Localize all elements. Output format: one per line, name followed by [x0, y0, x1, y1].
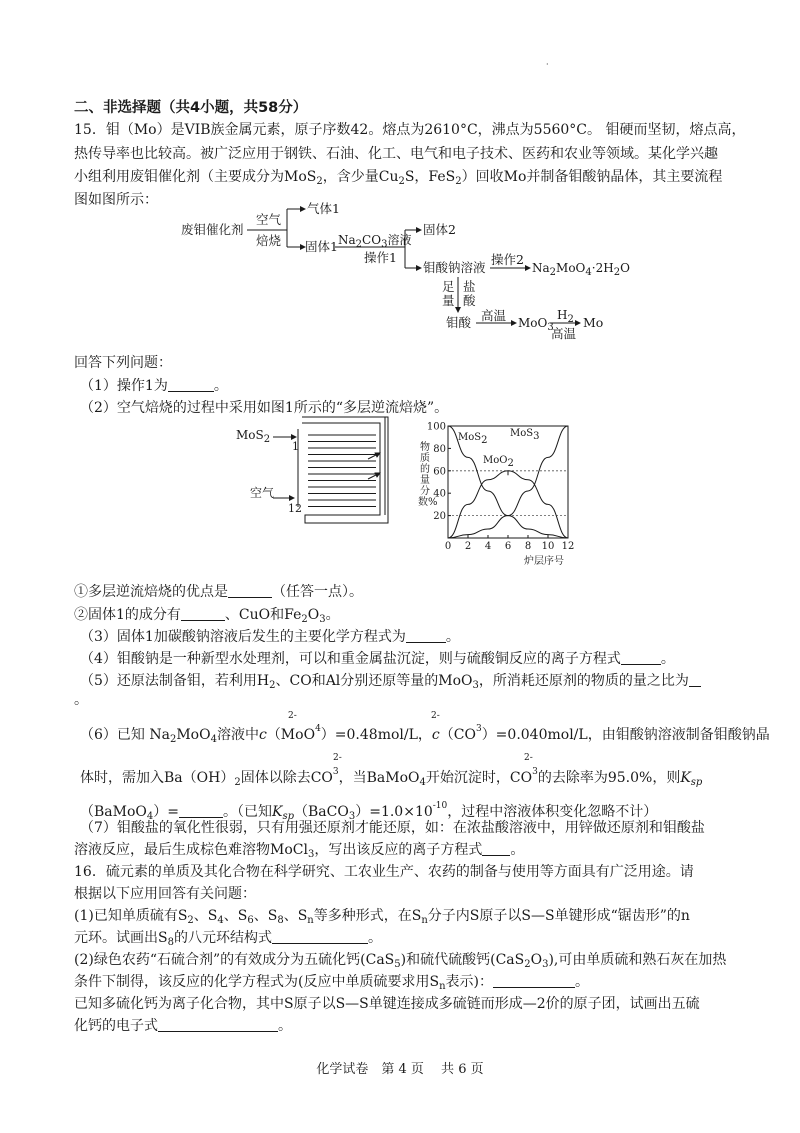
- chart-label-mos3: MoS3: [510, 428, 540, 442]
- q15-circle-1: ①多层逆流焙烧的优点是 （任答一点）。: [74, 584, 363, 600]
- answer-blank[interactable]: [621, 650, 661, 665]
- chart-ylabel: 物质的量分数%: [418, 442, 438, 508]
- answer-blank[interactable]: [406, 628, 446, 643]
- q16-line-1: 16．硫元素的单质及其化合物在科学研究、工农业生产、农药的制备与使用等方面具有广泛用途。请: [74, 864, 694, 880]
- flow-molybdic-acid: 钼酸: [446, 315, 472, 330]
- flow-air-label: 空气: [256, 212, 282, 227]
- q16-line-5: (2)绿色农药“石硫合剂”的有效成分为五硫化钙(CaS$_5$)和硫代硫酸钙$(CaS_2O_3)$,可由单质硫和熟石灰在加热: [74, 952, 727, 970]
- page-footer: 化学试卷 第 4 页 共 6 页: [316, 1062, 484, 1077]
- q15-part-1: （1）操作1为 。: [80, 378, 228, 394]
- answer-blank[interactable]: [179, 803, 223, 818]
- chart-xtick-label: 6: [504, 541, 512, 552]
- chart-xtick-label: 0: [444, 541, 452, 552]
- charge-mark: 2-: [524, 753, 533, 763]
- chart-label-moo2: MoO2: [483, 455, 514, 469]
- answer-blank[interactable]: [482, 841, 510, 856]
- flow-hcl-2: 酸: [463, 293, 476, 308]
- flow-sufficient-2: 量: [442, 293, 455, 308]
- chart-xtick-label: 10: [541, 541, 555, 552]
- flow-na2co3-label: $Na_2CO_3$溶液: [338, 233, 412, 250]
- q15-part-7-line-2: 溶液反应，最后生成棕色难溶物MoCl$_3$，写出该反应的离子方程式 。: [74, 842, 525, 860]
- flow-gas1: 气体1: [307, 201, 340, 216]
- chart-ytick-label: 40: [433, 488, 446, 500]
- q15-intro-1: 15．钼（Mo）是VIB族金属元素，原子序数42。熔点为2610°C，沸点为5560°C。 钼硬而坚韧，熔点高，: [74, 122, 746, 138]
- flow-high-temp-1: 高温: [481, 308, 507, 323]
- chart-xtick-label: 2: [464, 541, 472, 552]
- furnace-mos2-label: MoS$_2$: [236, 428, 271, 445]
- flow-h2-label: $H_2$: [557, 308, 574, 325]
- q15-intro-3: 小组利用废钼催化剂（主要成分为MoS$_2$，含少量$Cu_2S$，FeS$_2$）回收Mo并制备钼酸钠晶体，其主要流程: [74, 169, 723, 187]
- flow-hcl-1: 盐: [463, 279, 476, 294]
- charge-mark: 2-: [333, 753, 342, 763]
- q15-part-7-line-1: （7）钼酸盐的氧化性很弱，只有用强还原剂才能还原，如：在浓盐酸溶液中，用锌做还原剂和钼酸盐: [80, 820, 705, 836]
- q15-part-6-line-1: （6）已知 $Na_2MoO_4$溶液中c（MoO$^4$）=0.48mol/L，$c(CO^3)=0.040mol/L$，由钼酸钠溶液制备钼酸钠晶: [80, 724, 770, 745]
- q16-line-4: 元环。试画出$S_8$的八元环结构式 。: [74, 930, 382, 948]
- flow-product: $Na_2MoO_4\cdot 2H_2O$: [532, 261, 630, 278]
- answer-blank[interactable]: [272, 929, 368, 944]
- chart-xtick-label: 8: [524, 541, 532, 552]
- q16-line-3: (1)已知单质硫有$S_2$、$S_4$、$S_6$、$S_8$、$S_n$等多种形式，在$S_n$分子内S原子以S—S单键形成“锯齿形”的n: [74, 908, 690, 926]
- answer-blank[interactable]: [689, 672, 701, 687]
- answer-blank[interactable]: [181, 606, 225, 621]
- q15-part-2: （2）空气焙烧的过程中采用如图1所示的“多层逆流焙烧”。: [80, 400, 449, 416]
- stray-dot: ·: [546, 60, 549, 69]
- furnace-air-label: 空气: [250, 486, 275, 500]
- q15-part-6-line-2: 体时，需加入$Ba(OH)_2$固体以除去$CO^3$，当BaMoO$_4$开始沉淀时，$CO^3$的去除率为95.0%，则$K_{sp}$: [80, 767, 703, 788]
- q15-intro-4: 图如图所示：: [74, 192, 158, 208]
- chart-ytick-label: 60: [433, 466, 446, 478]
- charge-mark: 2-: [288, 711, 297, 721]
- q15-part-5-end: 。: [74, 692, 88, 708]
- answer-blank[interactable]: [158, 1017, 278, 1032]
- furnace-layer-12: 12: [288, 502, 302, 515]
- charge-mark: 2-: [431, 711, 440, 721]
- chart-ytick-label: 20: [433, 511, 446, 523]
- q16-line-7: 已知多硫化钙为离子化合物，其中S原子以S—S单键连接成多硫链而形成—2价的原子团，试画出五硫: [74, 996, 700, 1012]
- q15-circle-2: ②固体1的成分有 、CuO和$Fe_2O_3$。: [74, 607, 340, 625]
- q16-line-2: 根据以下应用回答有关问题：: [74, 886, 256, 902]
- flow-high-temp-2: 高温: [551, 326, 577, 341]
- flow-moo3: MoO$_3$: [518, 316, 554, 333]
- chart-xtick-label: 4: [484, 541, 492, 552]
- q15-intro-2: 热传导率也比较高。被广泛应用于钢铁、石油、化工、电气和电子技术、医药和农业等领域。某化学兴趣: [74, 146, 718, 162]
- answer-blank[interactable]: [228, 583, 272, 598]
- chart-xtick-label: 12: [561, 541, 575, 552]
- q15-part-4: （4）钼酸钠是一种新型水处理剂，可以和重金属盐沉淀，则与硫酸铜反应的离子方程式 。: [80, 651, 675, 667]
- q15-part-3: （3）固体1加碳酸钠溶液后发生的主要化学方程式为 。: [80, 629, 460, 645]
- answer-blank[interactable]: [168, 377, 214, 392]
- flow-mo: Mo: [583, 315, 604, 330]
- flow-start: 废钼催化剂: [181, 222, 244, 237]
- answer-prompt: 回答下列问题：: [74, 355, 172, 371]
- mole-fraction-chart: [420, 412, 590, 572]
- flow-solid1: 固体1: [305, 239, 338, 254]
- chart-series-line-moo2: [448, 471, 568, 538]
- flow-roast-label: 焙烧: [256, 233, 282, 248]
- q16-line-6: 条件下制得，该反应的化学方程式为(反应中单质硫要求用$S_n$表示)： 。: [74, 974, 589, 992]
- q16-line-8: 化钙的电子式 。: [74, 1018, 292, 1034]
- furnace-layer-1: 1: [292, 440, 299, 453]
- q15-part-6-line-3: （BaMoO$_4$）= 。（已知$K_{sp}(BaCO_3)=1.0\times 10^{-10}$，过程中溶液体积变化忽略不计）: [80, 801, 658, 822]
- flow-op2-label: 操作2: [491, 252, 524, 267]
- answer-blank[interactable]: [493, 973, 575, 988]
- section-title: 二、非选择题（共4小题，共58分）: [74, 100, 308, 116]
- flow-sodium-molybdate-solution: 钼酸钠溶液: [423, 260, 486, 275]
- chart-ytick-label: 80: [433, 443, 446, 455]
- flow-op1-label: 操作1: [364, 250, 397, 265]
- flow-solid2: 固体2: [423, 222, 456, 237]
- chart-ytick-label: 100: [426, 421, 446, 433]
- furnace-figure: [230, 415, 410, 535]
- q15-part-5: （5）还原法制备钼，若利用$H_2$、CO和Al分别还原等量的MoO$_3$，所消耗还原剂的物质的量之比为: [80, 671, 701, 696]
- chart-xlabel: 炉层序号: [524, 556, 564, 567]
- chart-label-mos2: MoS2: [458, 432, 488, 446]
- flow-sufficient-1: 足: [442, 279, 455, 294]
- chart-plot: [420, 412, 590, 572]
